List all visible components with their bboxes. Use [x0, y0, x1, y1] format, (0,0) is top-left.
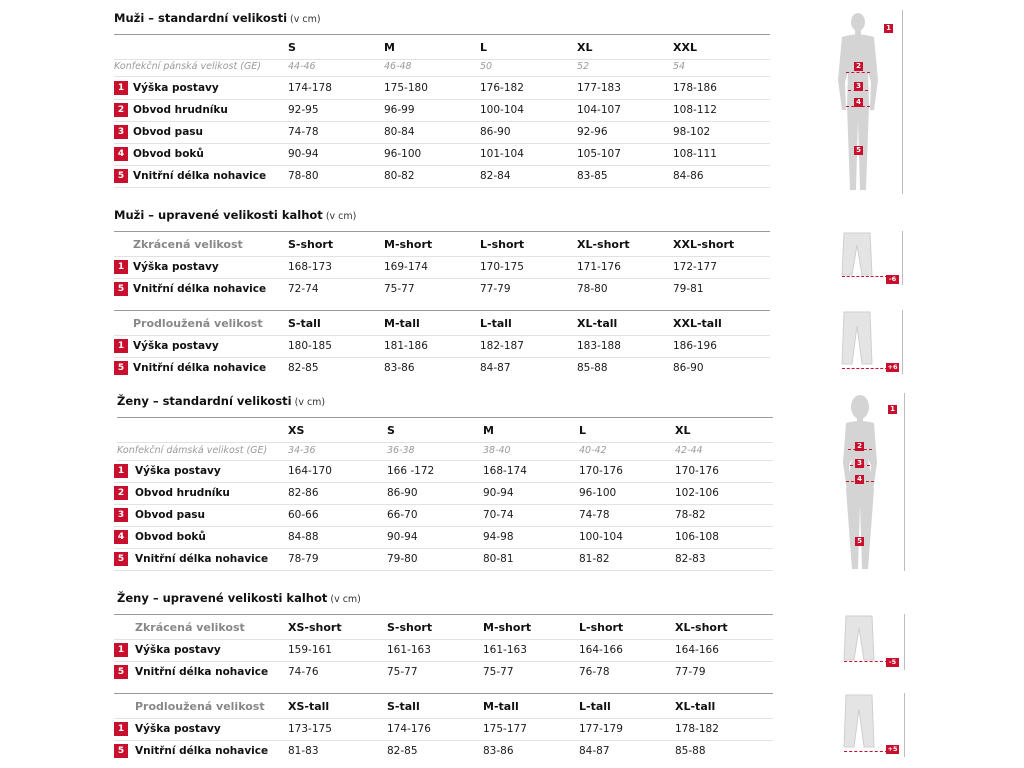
size-value: 83-85 — [577, 170, 608, 182]
measure-badge: 1 — [114, 81, 128, 95]
men-standard-divider — [114, 34, 770, 35]
marker-2: 2 — [854, 62, 863, 71]
size-value: 79-81 — [673, 283, 704, 295]
short-tag: -5 — [886, 658, 899, 667]
women-short-header-row — [114, 617, 773, 640]
table-row — [114, 121, 770, 144]
size-header: M-tall — [384, 317, 420, 330]
size-value: 60-66 — [288, 509, 319, 521]
measure-label: Obvod hrudníku — [133, 104, 228, 116]
size-value: 170-176 — [675, 465, 719, 477]
measure-label: Výška postavy — [133, 82, 219, 94]
size-value: 79-80 — [387, 553, 418, 565]
table-row — [114, 335, 770, 358]
measure-badge: 5 — [114, 552, 128, 566]
size-header: XL — [675, 424, 691, 437]
measure-badge: 3 — [114, 125, 128, 139]
table-row — [114, 504, 773, 527]
measure-label: Vnitřní délka nohavice — [135, 745, 269, 757]
size-header: L-short — [579, 621, 624, 634]
size-value: 96-100 — [579, 487, 617, 499]
size-value: 183-188 — [577, 340, 621, 352]
size-value: 94-98 — [483, 531, 514, 543]
size-value: 174-176 — [387, 723, 431, 735]
size-value: 108-111 — [673, 148, 717, 160]
size-header: M-tall — [483, 700, 519, 713]
size-header: XL-short — [577, 238, 630, 251]
tall-tag: +5 — [887, 745, 898, 753]
measure-label: Výška postavy — [133, 340, 219, 352]
size-header: XL-tall — [577, 317, 618, 330]
conf-value: 34-36 — [288, 445, 316, 456]
size-value: 86-90 — [480, 126, 511, 138]
size-value: 74-76 — [288, 666, 319, 678]
table-row — [114, 256, 770, 279]
measure-label: Vnitřní délka nohavice — [135, 553, 269, 565]
measure-badge: 2 — [114, 486, 128, 500]
women-standard-title: Ženy – standardní velikosti (v cm) — [117, 394, 326, 408]
size-value: 96-100 — [384, 148, 422, 160]
size-value: 84-88 — [288, 531, 319, 543]
size-value: 173-175 — [288, 723, 332, 735]
measure-badge: 5 — [114, 665, 128, 679]
size-value: 75-77 — [483, 666, 514, 678]
men-standard-title: Muži – standardní velikosti (v cm) — [114, 11, 321, 25]
size-value: 82-84 — [480, 170, 511, 182]
table-row — [114, 357, 770, 379]
size-value: 86-90 — [387, 487, 418, 499]
size-header: L-tall — [480, 317, 512, 330]
size-header: XS-tall — [288, 700, 330, 713]
size-value: 175-177 — [483, 723, 527, 735]
short-tag: -6 — [886, 275, 899, 284]
women-tall-header-row — [114, 696, 773, 719]
measure-label: Obvod pasu — [135, 509, 205, 521]
measure-label: Vnitřní délka nohavice — [133, 283, 267, 295]
size-header: S-tall — [387, 700, 420, 713]
size-value: 164-170 — [288, 465, 332, 477]
measure-label: Výška postavy — [135, 644, 221, 656]
measure-badge: 5 — [114, 169, 128, 183]
conf-value: 52 — [577, 61, 590, 72]
measure-label: Vnitřní délka nohavice — [133, 170, 267, 182]
size-value: 186-196 — [673, 340, 717, 352]
measure-badge: 4 — [114, 530, 128, 544]
conf-value: 38-40 — [483, 445, 511, 456]
size-header: L — [579, 424, 587, 437]
size-value: 85-88 — [675, 745, 706, 757]
conf-value: 46-48 — [384, 61, 412, 72]
size-value: 80-82 — [384, 170, 415, 182]
size-value: 92-95 — [288, 104, 319, 116]
size-value: 105-107 — [577, 148, 621, 160]
size-value: 106-108 — [675, 531, 719, 543]
women-pants-title: Ženy – upravené velikosti kalhot (v cm) — [117, 591, 361, 605]
size-header: S-short — [288, 238, 334, 251]
size-value: 164-166 — [675, 644, 719, 656]
size-value: 72-74 — [288, 283, 319, 295]
size-value: 78-82 — [675, 509, 706, 521]
size-header: XL-short — [675, 621, 728, 634]
men-standard-conf-row — [114, 58, 770, 77]
conf-value: 50 — [480, 61, 493, 72]
size-value: 77-79 — [675, 666, 706, 678]
size-value: 78-80 — [577, 283, 608, 295]
pants-icon — [840, 310, 874, 370]
measure-label: Obvod boků — [135, 531, 206, 543]
size-header: L-tall — [579, 700, 611, 713]
size-value: 90-94 — [483, 487, 514, 499]
size-value: 172-177 — [673, 261, 717, 273]
female-figure — [830, 393, 908, 571]
size-value: 83-86 — [384, 362, 415, 374]
short-label: Zkrácená velikost — [135, 621, 245, 634]
size-value: 90-94 — [288, 148, 319, 160]
marker-1: 1 — [884, 24, 893, 33]
tall-label: Prodloužená velikost — [135, 700, 265, 713]
male-figure — [828, 10, 906, 194]
table-row — [114, 526, 773, 549]
size-value: 169-174 — [384, 261, 428, 273]
size-header: XS — [288, 424, 305, 437]
conf-value: 42-44 — [675, 445, 703, 456]
size-value: 78-80 — [288, 170, 319, 182]
size-value: 100-104 — [480, 104, 524, 116]
women-short-divider — [114, 614, 773, 615]
table-row — [114, 165, 770, 188]
size-value: 81-82 — [579, 553, 610, 565]
size-value: 86-90 — [673, 362, 704, 374]
size-value: 100-104 — [579, 531, 623, 543]
size-value: 76-78 — [579, 666, 610, 678]
measure-label: Obvod boků — [133, 148, 204, 160]
women-standard-conf-row — [117, 442, 773, 461]
size-value: 75-77 — [387, 666, 418, 678]
measure-badge: 1 — [114, 722, 128, 736]
size-header: XS-short — [288, 621, 342, 634]
size-header: M — [483, 424, 494, 437]
size-value: 84-87 — [579, 745, 610, 757]
size-header: XXL — [673, 41, 697, 54]
marker-4: 4 — [855, 475, 864, 484]
size-value: 96-99 — [384, 104, 415, 116]
size-header: S — [288, 41, 296, 54]
conf-label: Konfekční dámská velikost (GE) — [117, 445, 268, 456]
men-tall-header-row — [114, 313, 770, 336]
table-row — [114, 143, 770, 166]
conf-value: 44-46 — [288, 61, 316, 72]
women-standard-divider — [117, 417, 773, 418]
table-row — [114, 740, 773, 762]
size-header: XL-tall — [675, 700, 716, 713]
marker-5: 5 — [854, 146, 863, 155]
size-value: 92-96 — [577, 126, 608, 138]
marker-3: 3 — [854, 82, 863, 91]
size-header: S-tall — [288, 317, 321, 330]
women-tall-divider — [114, 693, 773, 694]
measure-label: Výška postavy — [135, 723, 221, 735]
size-value: 66-70 — [387, 509, 418, 521]
size-header: L-short — [480, 238, 525, 251]
size-header: XL — [577, 41, 593, 54]
measure-badge: 1 — [114, 643, 128, 657]
size-value: 102-106 — [675, 487, 719, 499]
size-value: 82-85 — [387, 745, 418, 757]
size-value: 176-182 — [480, 82, 524, 94]
conf-value: 40-42 — [579, 445, 607, 456]
size-value: 166 -172 — [387, 465, 435, 477]
short-label: Zkrácená velikost — [133, 238, 243, 251]
size-value: 77-79 — [480, 283, 511, 295]
measure-label: Výška postavy — [133, 261, 219, 273]
measure-label: Obvod hrudníku — [135, 487, 230, 499]
women-standard-header-row — [117, 420, 773, 443]
table-row — [114, 77, 770, 100]
measure-badge: 5 — [114, 361, 128, 375]
size-value: 80-81 — [483, 553, 514, 565]
size-header: XXL-tall — [673, 317, 722, 330]
measure-badge: 5 — [114, 744, 128, 758]
marker-3: 3 — [855, 459, 864, 468]
measure-badge: 5 — [114, 282, 128, 296]
size-value: 108-112 — [673, 104, 717, 116]
table-row — [114, 548, 773, 571]
size-value: 161-163 — [483, 644, 527, 656]
size-header: M-short — [483, 621, 532, 634]
marker-4: 4 — [854, 98, 863, 107]
size-value: 84-87 — [480, 362, 511, 374]
men-short-header-row — [114, 234, 770, 257]
size-value: 175-180 — [384, 82, 428, 94]
measure-badge: 2 — [114, 103, 128, 117]
size-value: 80-84 — [384, 126, 415, 138]
size-value: 101-104 — [480, 148, 524, 160]
size-value: 78-79 — [288, 553, 319, 565]
men-standard-header-row — [114, 37, 770, 60]
size-value: 171-176 — [577, 261, 621, 273]
women-short-pants-figure — [842, 614, 906, 670]
size-value: 182-187 — [480, 340, 524, 352]
table-row — [114, 278, 770, 300]
size-value: 85-88 — [577, 362, 608, 374]
size-value: 174-178 — [288, 82, 332, 94]
size-value: 84-86 — [673, 170, 704, 182]
size-value: 170-175 — [480, 261, 524, 273]
measure-badge: 4 — [114, 147, 128, 161]
men-short-pants-figure — [840, 231, 904, 285]
men-pants-title: Muži – upravené velikosti kalhot (v cm) — [114, 208, 357, 222]
size-value: 74-78 — [579, 509, 610, 521]
measure-badge: 3 — [114, 508, 128, 522]
marker-1: 1 — [888, 405, 897, 414]
table-row — [114, 718, 773, 741]
table-row — [114, 661, 773, 683]
size-value: 90-94 — [387, 531, 418, 543]
measure-badge: 1 — [114, 464, 128, 478]
size-value: 177-183 — [577, 82, 621, 94]
conf-value: 36-38 — [387, 445, 415, 456]
size-value: 81-83 — [288, 745, 319, 757]
measure-label: Obvod pasu — [133, 126, 203, 138]
conf-value: 54 — [673, 61, 686, 72]
measure-badge: 1 — [114, 260, 128, 274]
men-tall-divider — [114, 310, 770, 311]
size-value: 82-86 — [288, 487, 319, 499]
size-value: 181-186 — [384, 340, 428, 352]
table-row — [114, 460, 773, 483]
size-value: 178-182 — [675, 723, 719, 735]
table-row — [114, 482, 773, 505]
measure-label: Vnitřní délka nohavice — [135, 666, 269, 678]
size-value: 82-85 — [288, 362, 319, 374]
tall-tag: +6 — [887, 363, 898, 371]
size-value: 168-173 — [288, 261, 332, 273]
marker-5: 5 — [855, 537, 864, 546]
tall-label: Prodloužená velikost — [133, 317, 263, 330]
size-header: XXL-short — [673, 238, 735, 251]
size-value: 170-176 — [579, 465, 623, 477]
size-value: 82-83 — [675, 553, 706, 565]
size-value: 70-74 — [483, 509, 514, 521]
table-row — [114, 99, 770, 122]
size-header: M-short — [384, 238, 433, 251]
size-value: 75-77 — [384, 283, 415, 295]
women-tall-pants-figure — [842, 693, 906, 757]
size-header: S — [387, 424, 395, 437]
size-value: 159-161 — [288, 644, 332, 656]
measure-label: Výška postavy — [135, 465, 221, 477]
size-value: 178-186 — [673, 82, 717, 94]
size-value: 168-174 — [483, 465, 527, 477]
size-value: 74-78 — [288, 126, 319, 138]
size-value: 104-107 — [577, 104, 621, 116]
measure-label: Vnitřní délka nohavice — [133, 362, 267, 374]
pants-icon — [842, 693, 876, 753]
men-short-divider — [114, 231, 770, 232]
marker-2: 2 — [855, 442, 864, 451]
size-value: 161-163 — [387, 644, 431, 656]
size-header: S-short — [387, 621, 433, 634]
size-header: M — [384, 41, 395, 54]
size-value: 83-86 — [483, 745, 514, 757]
size-value: 164-166 — [579, 644, 623, 656]
size-header: L — [480, 41, 488, 54]
measure-badge: 1 — [114, 339, 128, 353]
table-row — [114, 639, 773, 662]
size-value: 180-185 — [288, 340, 332, 352]
conf-label: Konfekční pánská velikost (GE) — [114, 61, 262, 72]
men-tall-pants-figure — [840, 310, 904, 374]
size-value: 98-102 — [673, 126, 711, 138]
size-value: 177-179 — [579, 723, 623, 735]
